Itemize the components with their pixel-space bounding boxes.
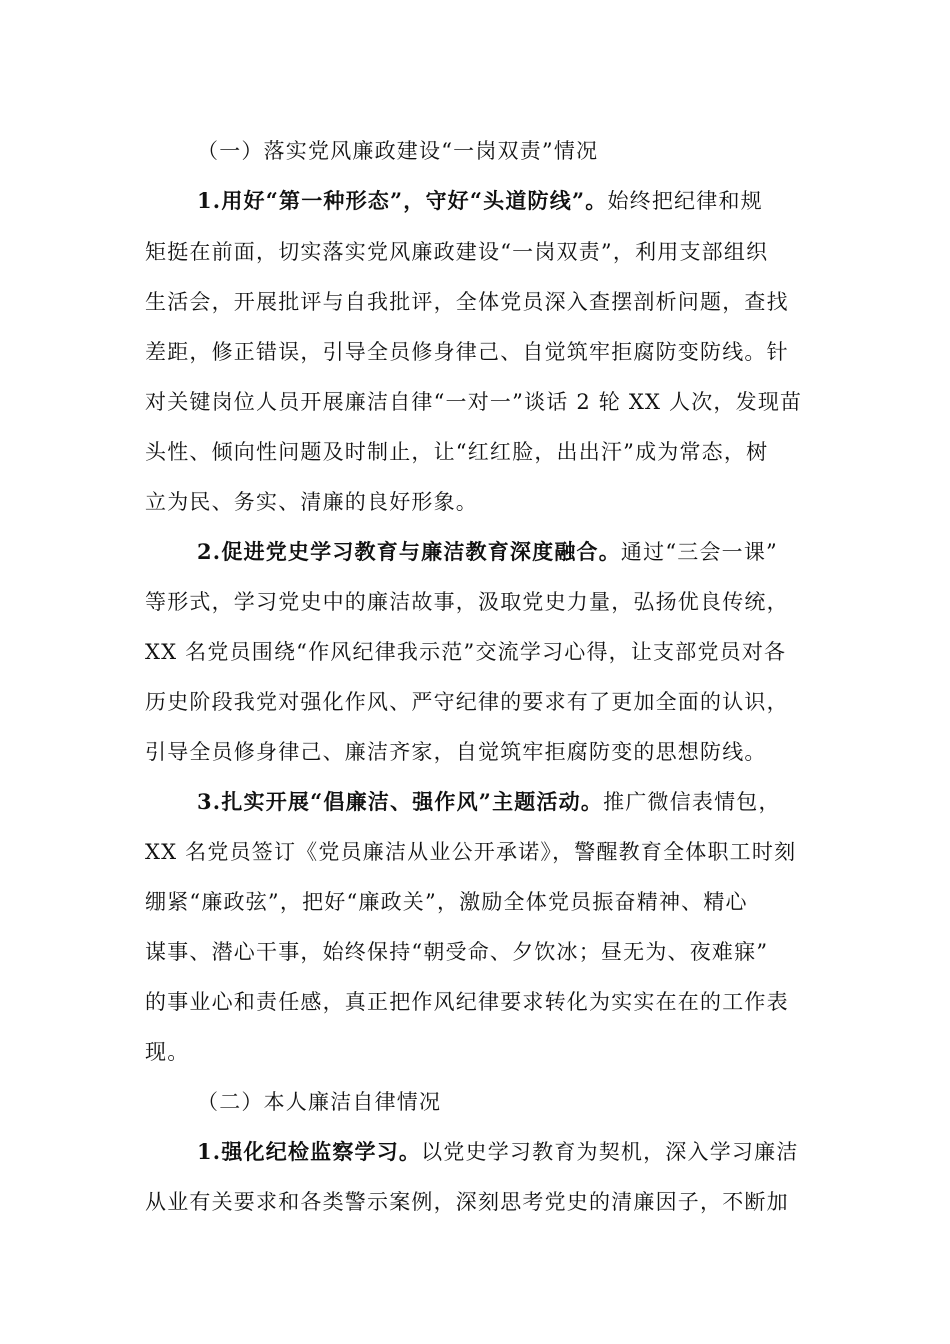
paragraph-text: 以党史学习教育为契机，深入学习廉洁	[421, 1140, 799, 1164]
paragraph-1-line-5: 对关键岗位人员开展廉洁自律“一对一”谈话 2 轮 XX 人次，发现苗	[145, 390, 803, 414]
paragraph-3-line-6: 现。	[145, 1040, 190, 1064]
paragraph-3-line-3: 绷紧“廉政弦”，把好“廉政关”，激励全体党员振奋精神、精心	[145, 890, 748, 914]
paragraph-2-line-2: 等形式，学习党史中的廉洁故事，汲取党史力量，弘扬优良传统，	[145, 590, 789, 614]
paragraph-1-line-6: 头性、倾向性问题及时制止，让“红红脸，出出汗”成为常态，树	[145, 440, 769, 464]
paragraph-1-line-1	[197, 186, 763, 216]
paragraph-text: 始终把纪律和规	[607, 189, 763, 213]
paragraph-text: 通过“三会一课”	[620, 540, 778, 564]
paragraph-3-line-2: XX 名党员签订《党员廉洁从业公开承诺》，警醒教育全体职工时刻	[145, 840, 797, 864]
section-heading-1: （一）落实党风廉政建设“一岗双责”情况	[197, 139, 599, 163]
paragraph-1-line-7: 立为民、务实、清廉的良好形象。	[145, 490, 478, 514]
item-heading-2: 2.促进党史学习教育与廉洁教育深度融合。	[197, 539, 621, 564]
item-heading-4: 1.强化纪检监察学习。	[197, 1139, 422, 1164]
paragraph-1-line-3: 生活会，开展批评与自我批评，全体党员深入查摆剖析问题，查找	[145, 290, 789, 314]
section-heading-2: （二）本人廉洁自律情况	[197, 1090, 442, 1114]
paragraph-2-line-5: 引导全员修身律己、廉洁齐家，自觉筑牢拒腐防变的思想防线。	[145, 740, 767, 764]
paragraph-2-line-1	[197, 537, 778, 567]
paragraph-4-line-2: 从业有关要求和各类警示案例，深刻思考党史的清廉因子，不断加	[145, 1190, 789, 1214]
item-heading-1: 1.用好“第一种形态”，守好“头道防线”。	[197, 188, 608, 213]
paragraph-text: 推广微信表情包，	[603, 790, 781, 814]
paragraph-2-line-3: XX 名党员围绕“作风纪律我示范”交流学习心得，让支部党员对各	[145, 640, 787, 664]
item-heading-3: 3.扎实开展“倡廉洁、强作风”主题活动。	[197, 789, 604, 814]
paragraph-3-line-5: 的事业心和责任感，真正把作风纪律要求转化为实实在在的工作表	[145, 990, 789, 1014]
paragraph-4-line-1	[197, 1137, 799, 1167]
paragraph-2-line-4: 历史阶段我党对强化作风、严守纪律的要求有了更加全面的认识，	[145, 690, 789, 714]
paragraph-1-line-4: 差距，修正错误，引导全员修身律己、自觉筑牢拒腐防变防线。针	[145, 340, 789, 364]
paragraph-3-line-1	[197, 787, 781, 817]
paragraph-1-line-2: 矩挺在前面，切实落实党风廉政建设“一岗双责”，利用支部组织	[145, 240, 769, 264]
paragraph-3-line-4: 谋事、潜心干事，始终保持“朝受命、夕饮冰；昼无为、夜难寐”	[145, 940, 769, 964]
